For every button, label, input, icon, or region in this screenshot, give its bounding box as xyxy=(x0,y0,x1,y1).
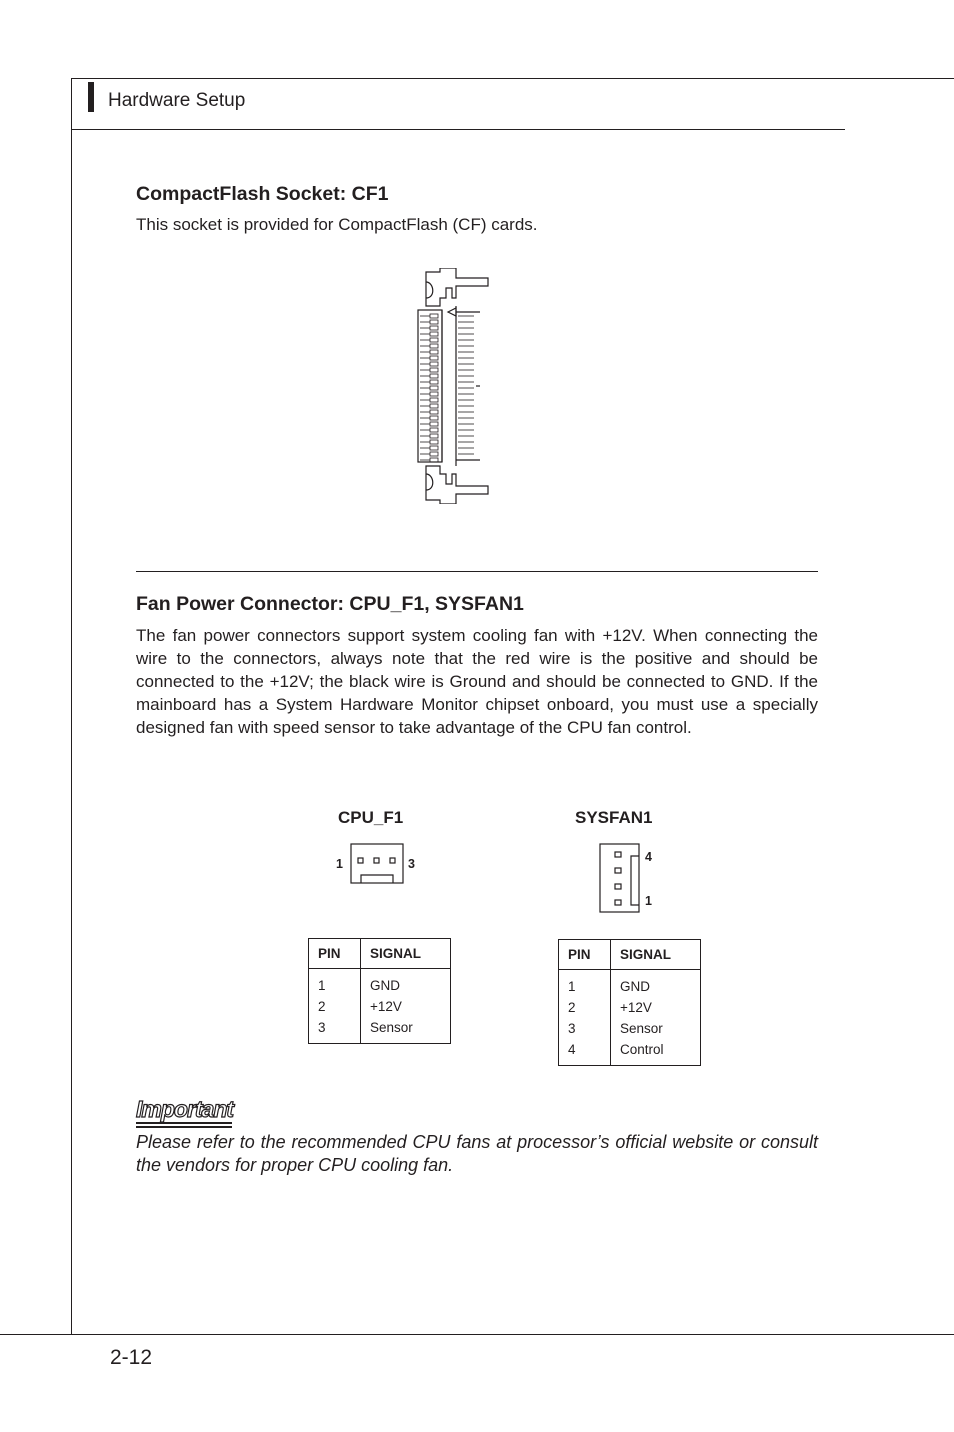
pin-number: 3 xyxy=(568,1021,576,1036)
pin-number: 2 xyxy=(318,999,326,1014)
pin-signal: +12V xyxy=(370,999,402,1014)
cpu-fan-title: CPU_F1 xyxy=(338,808,404,827)
table-row xyxy=(559,970,701,1066)
page-frame-left xyxy=(71,78,72,1335)
pin-number: 2 xyxy=(568,1000,576,1015)
pin-signal: GND xyxy=(370,978,400,993)
signal-column-header: SIGNAL xyxy=(361,939,451,969)
important-note: Please refer to the recommended CPU fans at processor’s official website or consult the vendors for proper CPU cooling fan. xyxy=(136,1132,818,1175)
pin-column-header: PIN xyxy=(309,939,361,969)
cpu-fan-pin-table xyxy=(308,938,451,1044)
important-underline xyxy=(136,1126,232,1128)
fan-section-title: Fan Power Connector: CPU_F1, SYSFAN1 xyxy=(136,593,524,615)
pin-number: 3 xyxy=(318,1020,326,1035)
pin-signal: GND xyxy=(620,979,650,994)
page-frame-top xyxy=(71,78,954,79)
page-number: 2-12 xyxy=(110,1346,153,1369)
cpu-fan-connector-diagram xyxy=(350,843,404,885)
table-header-row xyxy=(559,940,701,970)
footer-rule xyxy=(0,1334,954,1335)
pin-signal: Control xyxy=(620,1042,664,1057)
pin-signal: Sensor xyxy=(370,1020,413,1035)
cf-section-title: CompactFlash Socket: CF1 xyxy=(136,183,389,205)
pin-signal: Sensor xyxy=(620,1021,663,1036)
important-label: Important xyxy=(136,1096,234,1122)
signal-column-header: SIGNAL xyxy=(611,940,701,970)
pin-number: 1 xyxy=(318,978,326,993)
pin-number: 4 xyxy=(568,1042,576,1057)
system-fan-pin-table xyxy=(558,939,701,1066)
cpu-fan-pin-first: 1 xyxy=(336,857,343,871)
table-header-row xyxy=(309,939,451,969)
pin-signal: +12V xyxy=(620,1000,652,1015)
pin-number: 1 xyxy=(568,979,576,994)
fan-description: The fan power connectors support system cooling fan with +12V. When connecting the wire to the connectors, always note that the red wire is the positive and should be connected to the +12V; the black wire is Ground and should be connected to GND. If the mainboard has a System Hardware Monitor chipset onboard, you must use a specially designed fan with speed sensor to take advantage of the CPU fan control. xyxy=(136,626,818,737)
system-fan-title: SYSFAN1 xyxy=(575,808,653,827)
system-fan-pin-top: 4 xyxy=(645,850,652,864)
system-fan-pin-bottom: 1 xyxy=(645,894,652,908)
section-divider xyxy=(136,571,818,572)
cf-description: This socket is provided for CompactFlash (CF) cards. xyxy=(136,215,538,234)
system-fan-connector-diagram xyxy=(599,843,641,913)
compactflash-socket-diagram xyxy=(412,268,492,504)
header-bar xyxy=(88,82,94,112)
table-row xyxy=(309,969,451,1044)
pin-column-header: PIN xyxy=(559,940,611,970)
cpu-fan-pin-last: 3 xyxy=(408,857,415,871)
running-header: Hardware Setup xyxy=(108,90,246,111)
important-underline xyxy=(136,1122,232,1124)
header-rule xyxy=(71,129,845,130)
